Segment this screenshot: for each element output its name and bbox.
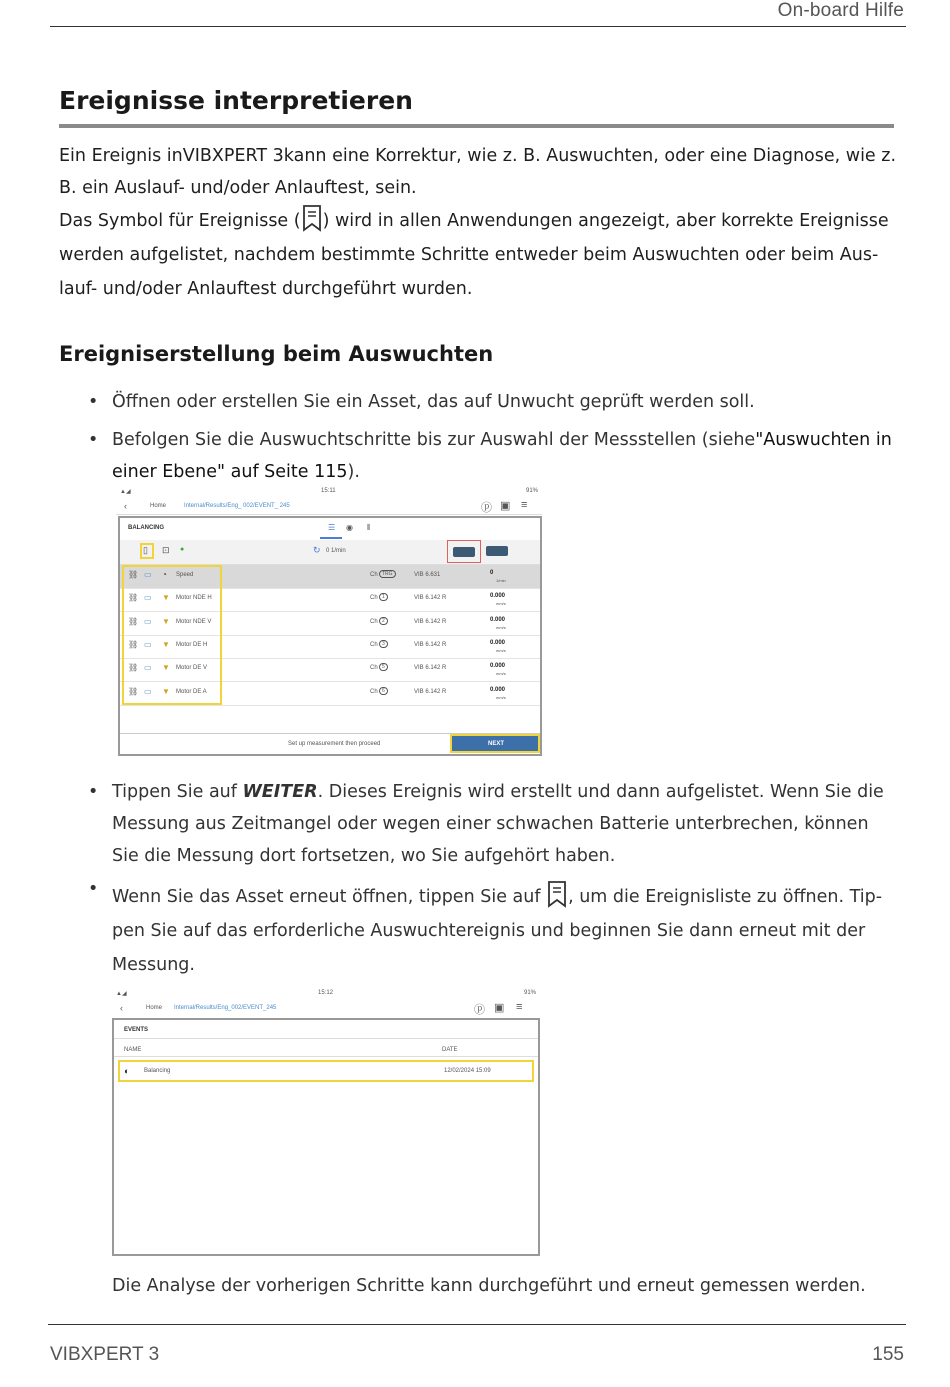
page-title: Ereignisse interpretieren — [59, 86, 413, 115]
back-icon[interactable]: ‹ — [124, 501, 127, 511]
balancing-icon: ◐ — [124, 1066, 130, 1076]
events-bookmark-icon — [546, 880, 568, 908]
sensor-icon: ▭ — [144, 639, 152, 649]
link-icon[interactable]: ⛓ — [128, 639, 139, 649]
title-underline — [59, 124, 894, 128]
page-number: 155 — [872, 1344, 904, 1365]
triangle-sensor-icon: ▼ — [162, 686, 170, 696]
device-icon[interactable]: ⊡ — [162, 545, 170, 555]
measurement-row[interactable]: ⛓ ▭ ▼ Motor NDE H Ch 1 VIB 6.142 R 0.000 mm/s — [120, 588, 540, 612]
triangle-sensor-icon: ▼ — [162, 616, 170, 626]
intro-paragraph-1: Ein Ereignis inVIBXPERT 3kann eine Korrektur, wie z. B. Auswuchten, oder eine Diagnose, wie z. B. ein Auslauf- und/oder Anlauftest, sein. — [59, 146, 897, 198]
columns-icon[interactable]: ⦀ — [367, 523, 371, 532]
events-screenshot — [112, 990, 540, 1256]
balancing-screenshot — [112, 488, 542, 756]
app-frame: BALANCING ☰ ◉ ⦀ ▯ ⊡ ● ↻ 0 1/min ⛓ ▭ ◔ Speed Ch TRG VIB 6.631 0 1/min ⛓ ▭ ▼ Motor NDE H Ch 1 VIB 6.142 R 0.000 mm/s ⛓ ▭ ▼ Motor NDE V Ch 2 VIB 6.142 R 0.000 mm/s ⛓ ▭ ▼ Motor DE H Ch 3 VIB 6.142 R 0.000 mm/s ⛓ ▭ ▼ Motor DE V Ch 5 VIB 6.142 R 0.000 mm/s ⛓ ▭ ▼ Motor DE A Ch 6 VIB 6.142 R 0.000 mm/s Set up measurement then proceed NEXT — [118, 516, 542, 756]
events-bookmark-icon — [301, 204, 323, 232]
link-icon[interactable]: ⛓ — [128, 593, 139, 603]
machine-view-tab-2[interactable] — [486, 546, 508, 556]
triangle-sensor-icon: ▼ — [162, 639, 170, 649]
refresh-icon[interactable]: ↻ — [313, 545, 321, 555]
help-icon[interactable]: ⓟ — [481, 502, 492, 514]
machine-view-tab[interactable] — [447, 540, 481, 563]
measurement-row[interactable]: ⛓ ▭ ▼ Motor NDE V Ch 2 VIB 6.142 R 0.000 mm/s — [120, 612, 540, 636]
measurement-row[interactable]: ⛓ ▭ ▼ Motor DE H Ch 3 VIB 6.142 R 0.000 mm/s — [120, 635, 540, 659]
status-bar: ▲◢ 15:12 91% — [116, 990, 536, 997]
closing-paragraph: Die Analyse der vorherigen Schritte kann durchgeführt und erneut gemessen werden. — [112, 1276, 866, 1296]
check-icon: ● — [180, 546, 185, 553]
sensor-icon: ▭ — [144, 663, 152, 673]
help-icon[interactable]: ⓟ — [474, 1004, 485, 1016]
speed-icon: ◔ — [162, 570, 167, 579]
sensor-icon: ▭ — [144, 616, 152, 626]
measurement-row[interactable]: ⛓ ▭ ◔ Speed Ch TRG VIB 6.631 0 1/min — [120, 565, 540, 589]
toolbar: ▯ ⊡ ● ↻ 0 1/min — [120, 540, 540, 565]
sensor-icon: ▭ — [144, 593, 152, 603]
camera-icon[interactable]: ▣ — [500, 500, 511, 512]
cross-reference-link[interactable]: "Auswuchten in einer Ebene" auf Seite 115 — [112, 430, 892, 482]
app-frame: EVENTS NAME DATE ◐ Balancing 12/02/2024 15:09 — [112, 1018, 540, 1256]
triangle-sensor-icon: ▼ — [162, 663, 170, 673]
breadcrumb-path[interactable]: Internal/Results/Eng_ 002/EVENT_ 245 — [184, 503, 290, 509]
intro-paragraph-2: Das Symbol für Ereignisse ( ) wird in allen Anwendungen angezeigt, aber korrekte Ereignisse werden aufgelistet, nachdem bestimmte Schritte entweder beim Auswuchten oder beim Aus-lauf- und/oder Anlauftest durchgeführt wurden. — [59, 204, 899, 306]
link-icon[interactable]: ⛓ — [128, 686, 139, 696]
nav-bar: ‹ Home Internal/Results/Eng_ 002/EVENT_ 245 ⓟ ▣ ≡ — [116, 498, 542, 515]
header-rule — [50, 26, 906, 27]
menu-icon[interactable]: ≡ — [516, 1001, 523, 1013]
menu-icon[interactable]: ≡ — [521, 499, 528, 511]
sensor-icon: ▭ — [144, 570, 152, 579]
sensor-icon: ▭ — [144, 686, 152, 696]
link-icon[interactable]: ⛓ — [128, 570, 139, 579]
footer-rule — [48, 1324, 906, 1325]
back-icon[interactable]: ‹ — [120, 1003, 123, 1013]
measurement-row[interactable]: ⛓ ▭ ▼ Motor DE A Ch 6 VIB 6.142 R 0.000 mm/s — [120, 682, 540, 706]
bottom-bar: Set up measurement then proceed NEXT — [120, 733, 540, 754]
running-header: On-board Hilfe — [777, 0, 904, 21]
event-row-balancing[interactable]: ◐ Balancing 12/02/2024 15:09 — [118, 1060, 534, 1082]
eye-icon[interactable]: ◉ — [346, 523, 353, 532]
nav-bar: ‹ Home Internal/Results/Eng_002/EVENT_245 ⓟ ▣ ≡ — [120, 1001, 523, 1016]
events-bookmark-icon-small[interactable]: ▯ — [143, 545, 148, 555]
link-icon[interactable]: ⛓ — [128, 663, 139, 673]
footer-product: VIBXPERT 3 — [50, 1344, 160, 1365]
status-bar: ▲◢ 15:11 91% — [120, 488, 538, 495]
camera-icon[interactable]: ▣ — [494, 1002, 505, 1014]
triangle-sensor-icon: ▼ — [162, 593, 170, 603]
list-view-icon[interactable]: ☰ — [328, 523, 336, 532]
link-icon[interactable]: ⛓ — [128, 616, 139, 626]
measurement-row[interactable]: ⛓ ▭ ▼ Motor DE V Ch 5 VIB 6.142 R 0.000 mm/s — [120, 658, 540, 682]
next-button[interactable]: NEXT — [450, 734, 540, 753]
section-heading: Ereigniserstellung beim Auswuchten — [59, 342, 494, 366]
breadcrumb-path[interactable]: Internal/Results/Eng_002/EVENT_245 — [174, 1005, 277, 1011]
